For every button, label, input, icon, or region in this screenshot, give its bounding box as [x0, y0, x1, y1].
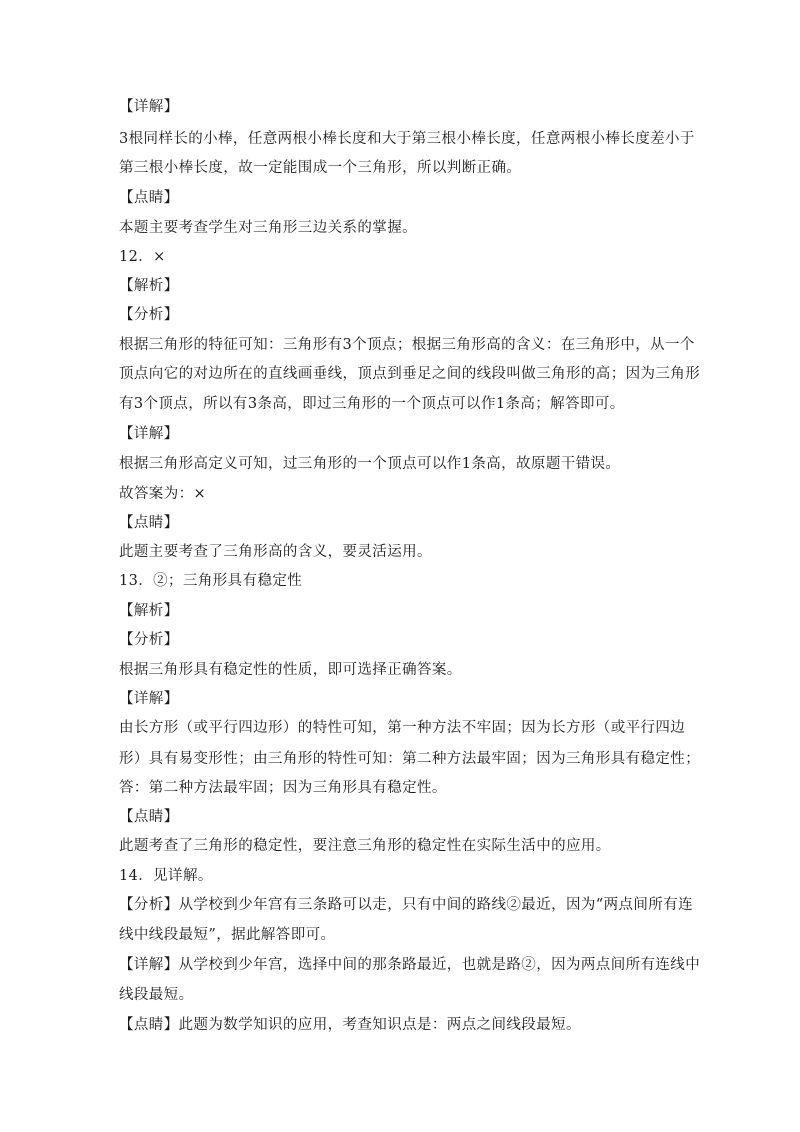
- heading-analysis: 【解析】: [119, 278, 179, 294]
- paragraph-line: 【分析】从学校到少年宫有三条路可以走，只有中间的路线②最近，因为“两点间所有连: [119, 897, 694, 913]
- heading-detail: 【详解】: [119, 426, 179, 442]
- paragraph-line: 故答案为：×: [119, 486, 207, 502]
- heading-comment: 【点睛】: [119, 190, 179, 206]
- paragraph-line: 根据三角形高定义可知，过三角形的一个顶点可以作1条高，故原题干错误。: [119, 456, 621, 472]
- heading-comment: 【点睛】: [119, 809, 179, 825]
- paragraph-line: 线中线段最短”，据此解答即可。: [119, 927, 336, 943]
- paragraph-line: 本题主要考查学生对三角形三边关系的掌握。: [119, 220, 417, 236]
- heading-analyze: 【分析】: [119, 307, 179, 323]
- paragraph-line: 顶点向它的对边所在的直线画垂线，顶点到垂足之间的线段叫做三角形的高；因为三角形: [119, 366, 701, 382]
- heading-detail: 【详解】: [119, 691, 179, 707]
- heading-analyze: 【分析】: [119, 632, 179, 648]
- paragraph-line: 答：第二种方法最牢固；因为三角形具有稳定性。: [119, 780, 447, 796]
- paragraph-line: 【点睛】此题为数学知识的应用，考查知识点是：两点之间线段最短。: [119, 1017, 581, 1033]
- answer-line: 13．②；三角形具有稳定性: [119, 573, 303, 589]
- paragraph-line: 线段最短。: [119, 987, 194, 1003]
- paragraph-line: 第三根小棒长度，故一定能围成一个三角形，所以判断正确。: [119, 160, 522, 176]
- paragraph-line: 有3个顶点，所以有3条高，即过三角形的一个顶点可以作1条高；解答即可。: [119, 396, 625, 412]
- heading-analysis: 【解析】: [119, 603, 179, 619]
- paragraph-line: 3根同样长的小棒，任意两根小棒长度和大于第三根小棒长度，任意两根小棒长度差小于: [119, 131, 695, 147]
- paragraph-line: 形）具有易变形性；由三角形的特性可知：第二种方法最牢固；因为三角形具有稳定性；: [119, 751, 701, 767]
- paragraph-line: 此题考查了三角形的稳定性，要注意三角形的稳定性在实际生活中的应用。: [119, 838, 611, 854]
- paragraph-line: 根据三角形具有稳定性的性质，即可选择正确答案。: [119, 662, 462, 678]
- heading-detail: 【详解】: [119, 99, 179, 115]
- paragraph-line: 此题主要考查了三角形高的含义，要灵活运用。: [119, 544, 432, 560]
- answer-line: 14．见详解。: [119, 868, 213, 884]
- paragraph-line: 【详解】从学校到少年宫，选择中间的那条路最近，也就是路②，因为两点间所有连线中: [119, 957, 701, 973]
- answer-line: 12．×: [119, 249, 166, 265]
- paragraph-line: 由长方形（或平行四边形）的特性可知，第一种方法不牢固；因为长方形（或平行四边: [119, 720, 686, 736]
- heading-comment: 【点睛】: [119, 515, 179, 531]
- paragraph-line: 根据三角形的特征可知：三角形有3个顶点；根据三角形高的含义：在三角形中，从一个: [119, 337, 695, 353]
